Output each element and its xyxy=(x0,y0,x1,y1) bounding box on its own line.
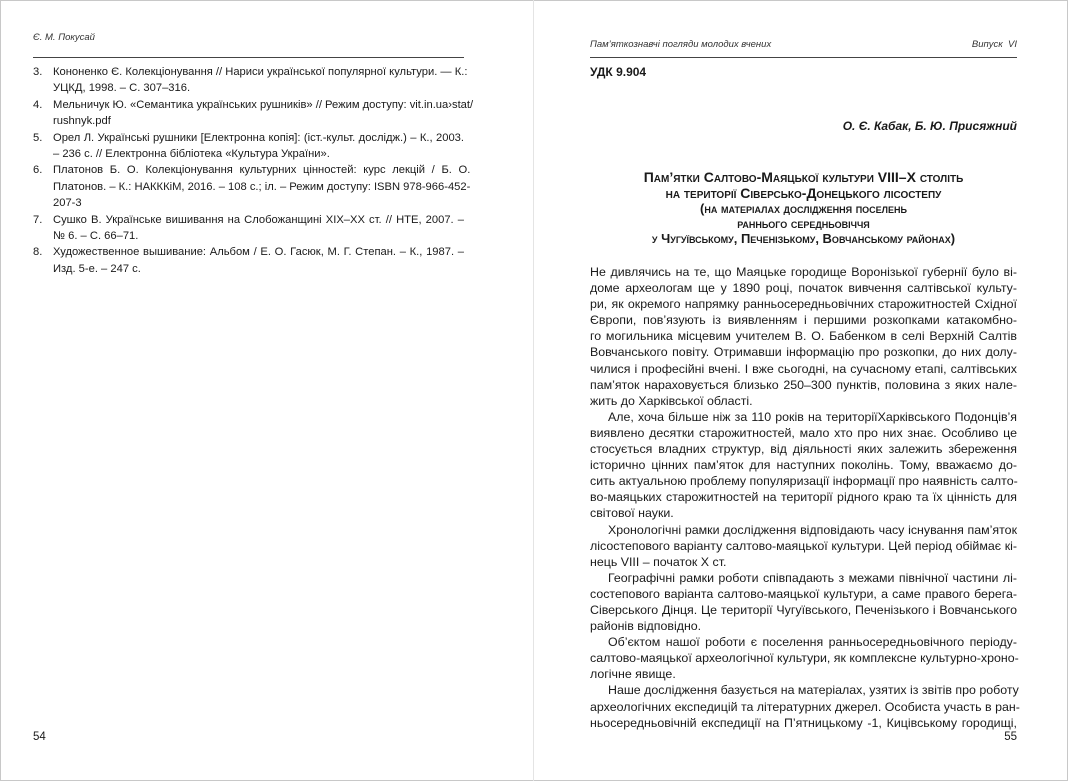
text-line: Вовчанського повіту. Отримавши інформацію про розкопки, до них долу- xyxy=(590,345,1017,360)
reference-item xyxy=(33,212,464,245)
text-line: Але, хоча більше ніж за 110 років на територіїХарківського Подонців’я xyxy=(608,409,1017,424)
reference-text xyxy=(53,130,464,163)
text-line: доме археологам ще у 1890 році, початок вивчення салтівської культу- xyxy=(590,281,1017,296)
reference-number: 7. xyxy=(33,213,43,226)
left-page-number: 54 xyxy=(33,731,46,743)
issue-label: Випуск VI xyxy=(971,39,1017,50)
reference-line: Орел Л. Українські рушники [Електронна копія]: (іст.-культ. дослідж.) – К., 2003. xyxy=(53,131,464,144)
reference-item xyxy=(33,64,468,97)
text-line: пам’яток нараховується близько 250–300 пунктів, половина з яких нале- xyxy=(590,377,1017,392)
text-line: стосується владних структур, від діяльності яких залежить збереження xyxy=(590,442,1017,457)
text-line: Європи, пов’язують із виявленням і першими розкопками катакомбно- xyxy=(590,313,1017,328)
reference-line: № 6. – С. 66–71. xyxy=(53,230,139,243)
text-line: состепового варіанта салтово-маяцької культури, а саме правого берега- xyxy=(590,586,1017,601)
subtitle-line: у Чугуївському, Печенізькому, Вовчанському районах) xyxy=(651,231,956,246)
text-line: Сіверського Дінця. Це території Чугуївського, Печенізького і Вовчанського xyxy=(590,602,1017,617)
reference-text xyxy=(53,162,470,211)
paragraph xyxy=(590,570,1017,634)
reference-line: Платонов. – К.: НАКККіМ, 2016. – 108 с.; іл. – Режим доступу: ISBN 978-966-452- xyxy=(53,180,471,193)
reference-line: 207-3 xyxy=(53,197,82,210)
text-line: Хронологічні рамки дослідження відповідають часу існування пам’яток xyxy=(608,522,1017,537)
reference-number: 4. xyxy=(33,98,43,111)
udk-code: УДК 9.904 xyxy=(590,65,647,79)
right-page-number: 55 xyxy=(1004,731,1017,743)
subtitle-line: (на матеріалах дослідження поселень xyxy=(700,201,907,216)
text-line: жить до Харківської області. xyxy=(590,393,753,408)
reference-line: – 236 с. // Електронна бібліотека «Культура України». xyxy=(53,148,330,161)
article-body xyxy=(590,264,1020,731)
text-line: лісостепового варіанту салтово-маяцької культури. Цей період обіймає кі- xyxy=(590,538,1017,553)
text-line: світової науки. xyxy=(590,506,674,521)
reference-line: Мельничук Ю. «Семантика українських рушників» // Режим доступу: vit.in.ua›stat/ xyxy=(53,98,474,111)
subtitle-line: раннього середньовіччя xyxy=(737,216,870,231)
reference-text xyxy=(53,244,464,277)
text-line: го могильника місцевим учителем В. О. Бабенком в селі Верхній Салтів xyxy=(590,329,1017,344)
left-header-rule xyxy=(33,57,464,58)
reference-number: 8. xyxy=(33,246,43,259)
text-line: археологічних експедицій та літературних джерел. Особиста участь в ран- xyxy=(590,699,1020,714)
title-line: на території Сіверсько-Донецького лісостепу xyxy=(665,184,942,201)
page-gutter xyxy=(533,0,534,781)
reference-number: 5. xyxy=(33,131,43,144)
reference-line: Изд. 5-е. – 247 с. xyxy=(53,262,141,275)
reference-line: rushnyk.pdf xyxy=(53,115,111,128)
reference-line: Сушко В. Українське вишивання на Слобожанщині XIX–XX ст. // НТЕ, 2007. – xyxy=(53,213,464,226)
text-line: Географічні рамки роботи співпадають з межами північної частини лі- xyxy=(608,570,1017,585)
text-line: чилися і професійні вчені. І вже сьогодні, на сучасному етапі, салтівських xyxy=(590,361,1017,376)
text-line: Наше дослідження базується на матеріалах, узятих із звітів про роботу xyxy=(608,683,1019,698)
reference-text xyxy=(53,97,473,130)
text-line: ри, як окремого напрямку ранньосередньовічних старожитностей Східної xyxy=(590,297,1017,312)
text-line: виявлено десятки старожитностей, мало хто про них знає. Особливо це xyxy=(590,425,1017,440)
reference-line: Платонов Б. О. Колекціонування культурних цінностей: курс лекцій / Б. О. xyxy=(53,164,471,177)
reference-item xyxy=(33,97,474,130)
title-line: Пам’ятки Салтово-Маяцької культури VIII–X століть xyxy=(643,169,964,185)
text-line: сить актуальною проблему популяризації інформації про наявність салто- xyxy=(590,474,1018,489)
text-line: во-маяцьких старожитностей на території рідного краю та їх цінність для xyxy=(590,490,1017,505)
paragraph xyxy=(590,409,1017,522)
text-line: районів відповідно. xyxy=(590,619,702,634)
reference-line: УЦКД, 1998. – С. 307–316. xyxy=(53,82,191,95)
left-running-header: Є. М. Покусай xyxy=(33,32,95,43)
text-line: логічне явище. xyxy=(590,667,676,682)
article-title xyxy=(590,170,1017,246)
reference-text xyxy=(53,212,464,245)
paragraph xyxy=(590,522,1017,570)
paragraph xyxy=(590,264,1017,409)
reference-list xyxy=(33,64,474,277)
reference-line: Художественное вышивание: Альбом / Е. О. Гасюк, М. Г. Степан. – К., 1987. – xyxy=(53,246,464,259)
text-line: Об’єктом нашої роботи є поселення ранньосередньовічного періоду- xyxy=(608,635,1017,650)
right-running-header: Пам’яткознавчі погляди молодих вчених xyxy=(590,39,772,50)
right-header-rule xyxy=(590,57,1017,58)
text-line: нець VIII – початок X ст. xyxy=(590,554,727,569)
paragraph xyxy=(590,682,1020,730)
reference-text xyxy=(53,64,467,97)
reference-item xyxy=(33,130,464,163)
paragraph xyxy=(590,634,1017,682)
text-line: салтово-маяцької археологічної культури, як комплексне культурно-хроно- xyxy=(590,651,1019,666)
reference-item xyxy=(33,162,471,211)
text-line: історично цінних пам’яток для наступних поколінь. Тому, вважаємо до- xyxy=(590,458,1017,473)
reference-item xyxy=(33,244,464,277)
text-line: ньосередньовічній експедиції на П’ятницькому -1, Кицівському городищі, xyxy=(590,715,1017,730)
reference-number: 6. xyxy=(33,164,43,177)
reference-line: Кононенко Є. Колекціонування // Нариси української популярної культури. — К.: xyxy=(53,66,468,78)
reference-number: 3. xyxy=(33,66,43,78)
text-line: Не дивлячись на те, що Маяцьке городище Воронізької губернії було ві- xyxy=(590,265,1017,279)
article-authors: О. Є. Кабак, Б. Ю. Присяжний xyxy=(842,119,1017,133)
